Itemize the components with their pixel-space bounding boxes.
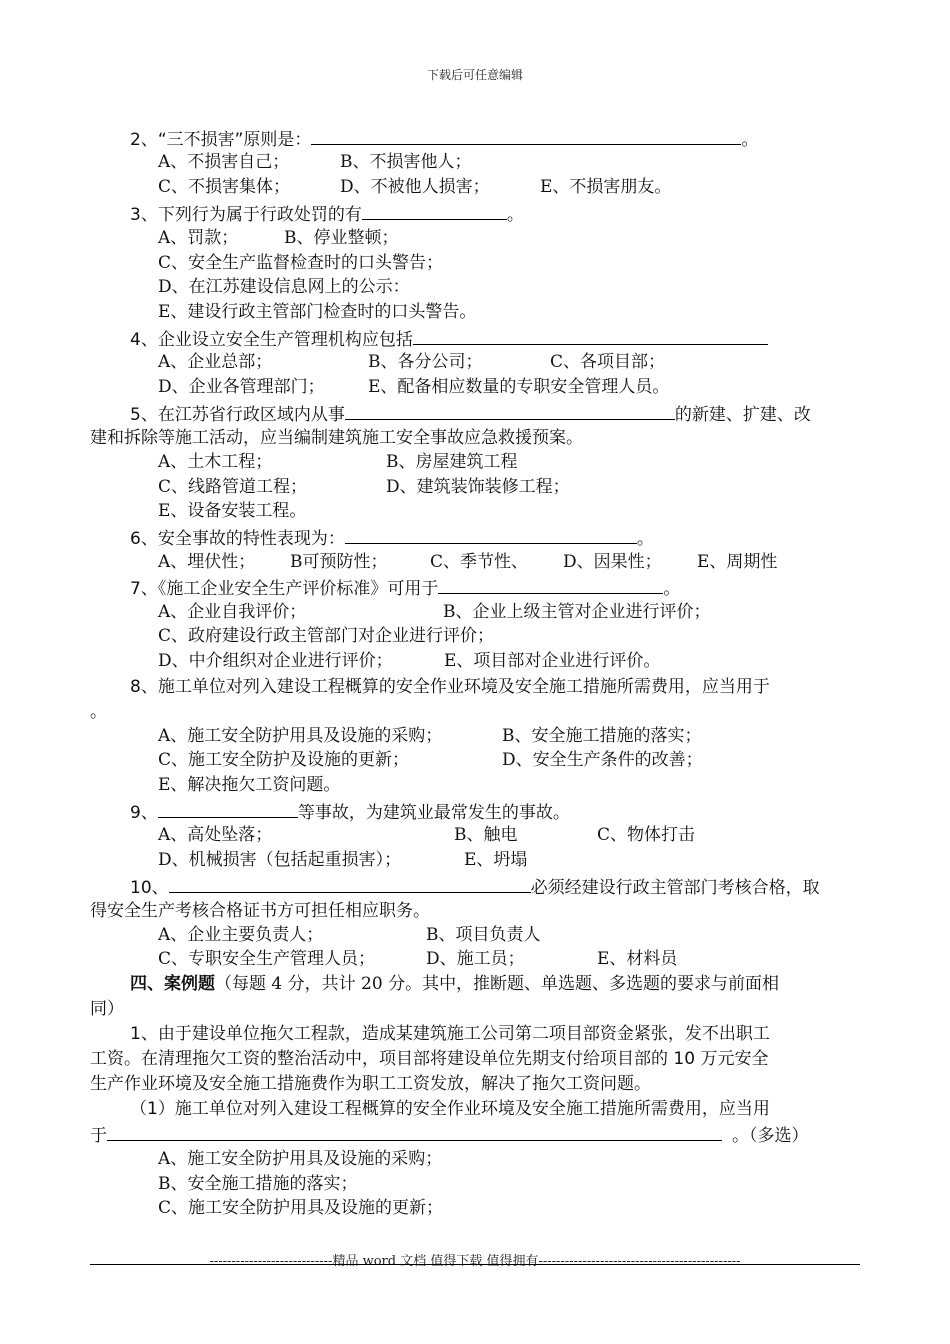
- option: D、不被他人损害；: [340, 177, 490, 197]
- question-3: 3、下列行为属于行政处罚的有 。: [130, 201, 524, 227]
- case-question-1-cont: 于 。（多选）: [90, 1122, 809, 1148]
- question-8: 8、施工单位对列入建设工程概算的安全作业环境及安全施工措施所需费用，应当用于: [130, 677, 770, 697]
- answer-blank[interactable]: [362, 201, 507, 220]
- answer-blank[interactable]: [413, 326, 768, 345]
- option: C、安全生产监督检查时的口头警告；: [158, 253, 444, 273]
- option: A、企业自我评价；: [158, 602, 307, 622]
- case-text: 工资。在清理拖欠工资的整治活动中，项目部将建设单位先期支付给项目部的 10 万元安全: [90, 1049, 769, 1069]
- option: A、施工安全防护用具及设施的采购；: [158, 1149, 443, 1169]
- answer-blank[interactable]: [311, 126, 741, 145]
- question-text: 7、《施工企业安全生产评价标准》可用于: [130, 579, 439, 599]
- option: D、因果性；: [563, 552, 662, 572]
- option: D、企业各管理部门；: [158, 377, 325, 397]
- option: B、企业上级主管对企业进行评价；: [443, 602, 711, 622]
- case-text: 1、由于建设单位拖欠工程款，造成某建筑施工公司第二项目部资金紧张，发不出职工: [130, 1024, 770, 1044]
- question-7: 7、《施工企业安全生产评价标准》可用于 。: [130, 575, 680, 601]
- option: C、季节性、: [430, 552, 529, 572]
- option: C、政府建设行政主管部门对企业进行评价；: [158, 626, 495, 646]
- question-10: 10、 必须经建设行政主管部门考核合格，取: [130, 874, 820, 900]
- option: E、配备相应数量的专职安全管理人员。: [368, 377, 670, 397]
- question-5-cont: 建和拆除等施工活动，应当编制建筑施工安全事故应急救援预案。: [90, 428, 583, 448]
- option: D、在江苏建设信息网上的公示：: [158, 277, 410, 297]
- option: B、安全施工措施的落实；: [158, 1174, 358, 1194]
- option: E、设备安装工程。: [158, 501, 307, 521]
- option: B、项目负责人: [426, 925, 541, 945]
- section-note-cont: 同）: [90, 999, 124, 1019]
- question-9: 9、 等事故，为建筑业最常发生的事故。: [130, 799, 570, 825]
- question-text: 9、: [130, 803, 158, 823]
- section-note: （每题 4 分，共计 20 分。其中，推断题、单选题、多选题的要求与前面相: [215, 974, 780, 994]
- answer-blank[interactable]: [107, 1122, 722, 1141]
- option: A、企业总部；: [158, 352, 273, 372]
- answer-blank[interactable]: [158, 799, 298, 818]
- option: A、土木工程；: [158, 452, 273, 472]
- page-footer: ----------------------------精品 word 文档 值得下载 值得拥有----------------------------------------------: [209, 1254, 741, 1269]
- question-5: 5、在江苏省行政区域内从事 的新建、扩建、改: [130, 401, 811, 427]
- option: C、不损害集体；: [158, 177, 291, 197]
- option: A、罚款；: [158, 228, 239, 248]
- option: C、物体打击: [597, 825, 696, 845]
- option: E、材料员: [597, 949, 678, 969]
- question-8-cont: 。: [90, 702, 107, 722]
- question-10-cont: 得安全生产考核合格证书方可担任相应职务。: [90, 901, 430, 921]
- answer-blank[interactable]: [438, 575, 663, 594]
- option: A、企业主要负责人；: [158, 925, 324, 945]
- option: B、各分公司；: [368, 352, 483, 372]
- option: E、坍塌: [464, 850, 528, 870]
- option: B可预防性；: [290, 552, 388, 572]
- option: C、施工安全防护及设施的更新；: [158, 750, 410, 770]
- option: C、施工安全防护用具及设施的更新；: [158, 1198, 444, 1218]
- option: A、高处坠落；: [158, 825, 273, 845]
- question-4: [130, 326, 768, 352]
- option: C、各项目部；: [550, 352, 666, 372]
- question-text: 6、安全事故的特性表现为：: [130, 529, 345, 549]
- option: B、房屋建筑工程: [386, 452, 518, 472]
- answer-blank[interactable]: [169, 874, 531, 893]
- option: B、安全施工措施的落实；: [502, 726, 702, 746]
- option: D、安全生产条件的改善；: [502, 750, 703, 770]
- option: A、不损害自己；: [158, 152, 290, 172]
- question-6: 6、安全事故的特性表现为： 。: [130, 525, 654, 551]
- question-text: 10、: [130, 878, 169, 898]
- question-text: 3、下列行为属于行政处罚的有: [130, 205, 362, 225]
- option: B、停业整顿；: [284, 228, 399, 248]
- case-text: 生产作业环境及安全施工措施费作为职工工资发放，解决了拖欠工资问题。: [90, 1074, 651, 1094]
- option: D、机械损害（包括起重损害）；: [158, 850, 402, 870]
- question-text: 2、“三不损害”原则是：: [130, 130, 312, 150]
- case-question-1: （1）施工单位对列入建设工程概算的安全作业环境及安全施工措施所需费用，应当用: [130, 1099, 770, 1119]
- option: A、施工安全防护用具及设施的采购；: [158, 726, 443, 746]
- question-2: 2、“三不损害”原则是： 。: [130, 126, 758, 152]
- answer-blank[interactable]: [345, 401, 675, 420]
- option: C、专职安全生产管理人员；: [158, 949, 376, 969]
- option: B、触电: [454, 825, 518, 845]
- option: B、不损害他人；: [340, 152, 472, 172]
- section-title: 四、案例题: [130, 974, 215, 994]
- option: E、解决拖欠工资问题。: [158, 775, 341, 795]
- question-text: 5、在江苏省行政区域内从事: [130, 405, 345, 425]
- section-4-heading: [130, 972, 779, 996]
- option: D、施工员；: [426, 949, 525, 969]
- footer-rule: [90, 1264, 860, 1265]
- option: E、项目部对企业进行评价。: [444, 651, 661, 671]
- page-header: 下载后可任意编辑: [426, 68, 523, 82]
- option: A、埋伏性；: [158, 552, 256, 572]
- option: E、不损害朋友。: [540, 177, 672, 197]
- option: E、建设行政主管部门检查时的口头警告。: [158, 302, 477, 322]
- answer-blank[interactable]: [345, 525, 637, 544]
- option: C、线路管道工程；: [158, 477, 308, 497]
- option: D、中介组织对企业进行评价；: [158, 651, 393, 671]
- question-text: 4、企业设立安全生产管理机构应包括: [130, 330, 413, 350]
- option: D、建筑装饰装修工程；: [386, 477, 570, 497]
- option: E、周期性: [697, 552, 778, 572]
